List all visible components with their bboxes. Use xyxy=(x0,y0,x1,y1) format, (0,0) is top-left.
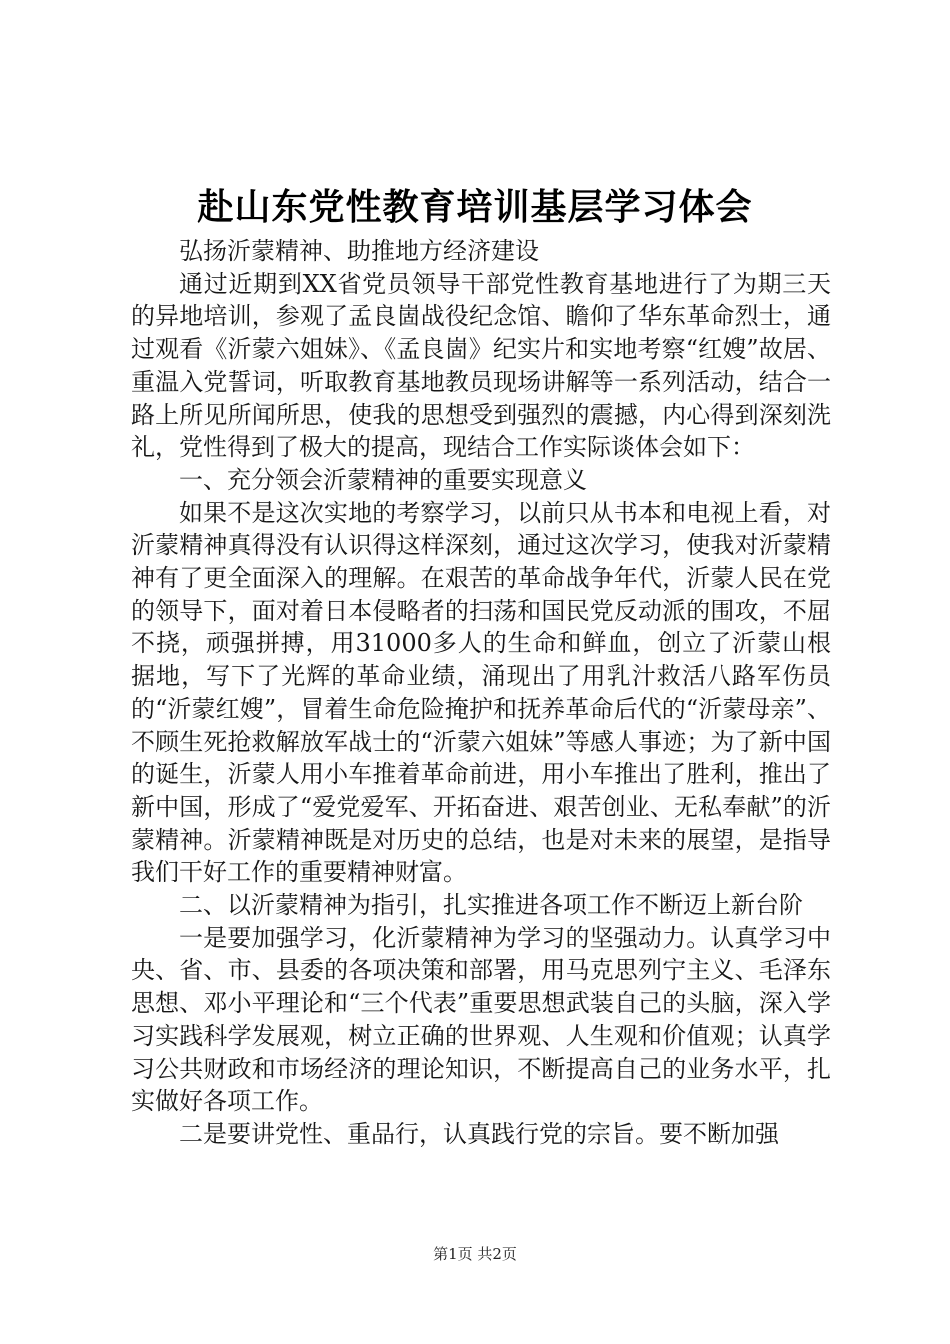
point-1-paragraph: 一是要加强学习，化沂蒙精神为学习的坚强动力。认真学习中央、省、市、县委的各项决策和部署，用马克思列宁主义、毛泽东思想、邓小平理论和“三个代表”重要思想武装自己的头脑，深入学习实践科学发展观，树立正确的世界观、人生观和价值观；认真学习公共财政和市场经济的理论知识，不断提高自己的业务水平，扎实做好各项工作。 xyxy=(131,923,831,1116)
section-1-paragraph: 如果不是这次实地的考察学习，以前只从书本和电视上看，对沂蒙精神真得没有认识得这样深刻，通过这次学习，使我对沂蒙精神有了更全面深入的理解。在艰苦的革命战争年代，沂蒙人民在党的领导下，面对着日本侵略者的扫荡和国民党反动派的围攻，不屈不挠，顽强拼搏，用31000多人的生命和鲜血，创立了沂蒙山根据地，写下了光辉的革命业绩，涌现出了用乳汁救活八路军伤员的“沂蒙红嫂”，冒着生命危险掩护和抚养革命后代的“沂蒙母亲”、不顾生死抢救解放军战士的“沂蒙六姐妹”等感人事迹；为了新中国的诞生，沂蒙人用小车推着革命前进，用小车推出了胜利，推出了新中国，形成了“爱党爱军、开拓奋进、艰苦创业、无私奉献”的沂蒙精神。沂蒙精神既是对历史的总结，也是对未来的展望，是指导我们干好工作的重要精神财富。 xyxy=(131,498,831,887)
document-title: 赴山东党性教育培训基层学习体会 xyxy=(197,186,753,228)
section-heading-1: 一、充分领会沂蒙精神的重要实现意义 xyxy=(179,465,587,494)
subtitle-paragraph: 弘扬沂蒙精神、助推地方经济建设 xyxy=(179,237,539,265)
document-body xyxy=(131,235,831,1151)
section-heading-2: 二、以沂蒙精神为指引，扎实推进各项工作不断迈上新台阶 xyxy=(179,891,803,920)
point-2-paragraph: 二是要讲党性、重品行，认真践行党的宗旨。要不断加强 xyxy=(179,1119,779,1148)
page-footer: 第1页 共2页 xyxy=(433,1245,517,1263)
intro-paragraph: 通过近期到XX省党员领导干部党性教育基地进行了为期三天的异地培训，参观了孟良崮战役纪念馆、瞻仰了华东革命烈士，通过观看《沂蒙六姐妹》、《孟良崮》纪实片和实地考察“红嫂”故居、重温入党誓词，听取教育基地教员现场讲解等一系列活动，结合一路上所见所闻所思，使我的思想受到强烈的震撼，内心得到深刻洗礼，党性得到了极大的提高，现结合工作实际谈体会如下： xyxy=(131,269,831,462)
